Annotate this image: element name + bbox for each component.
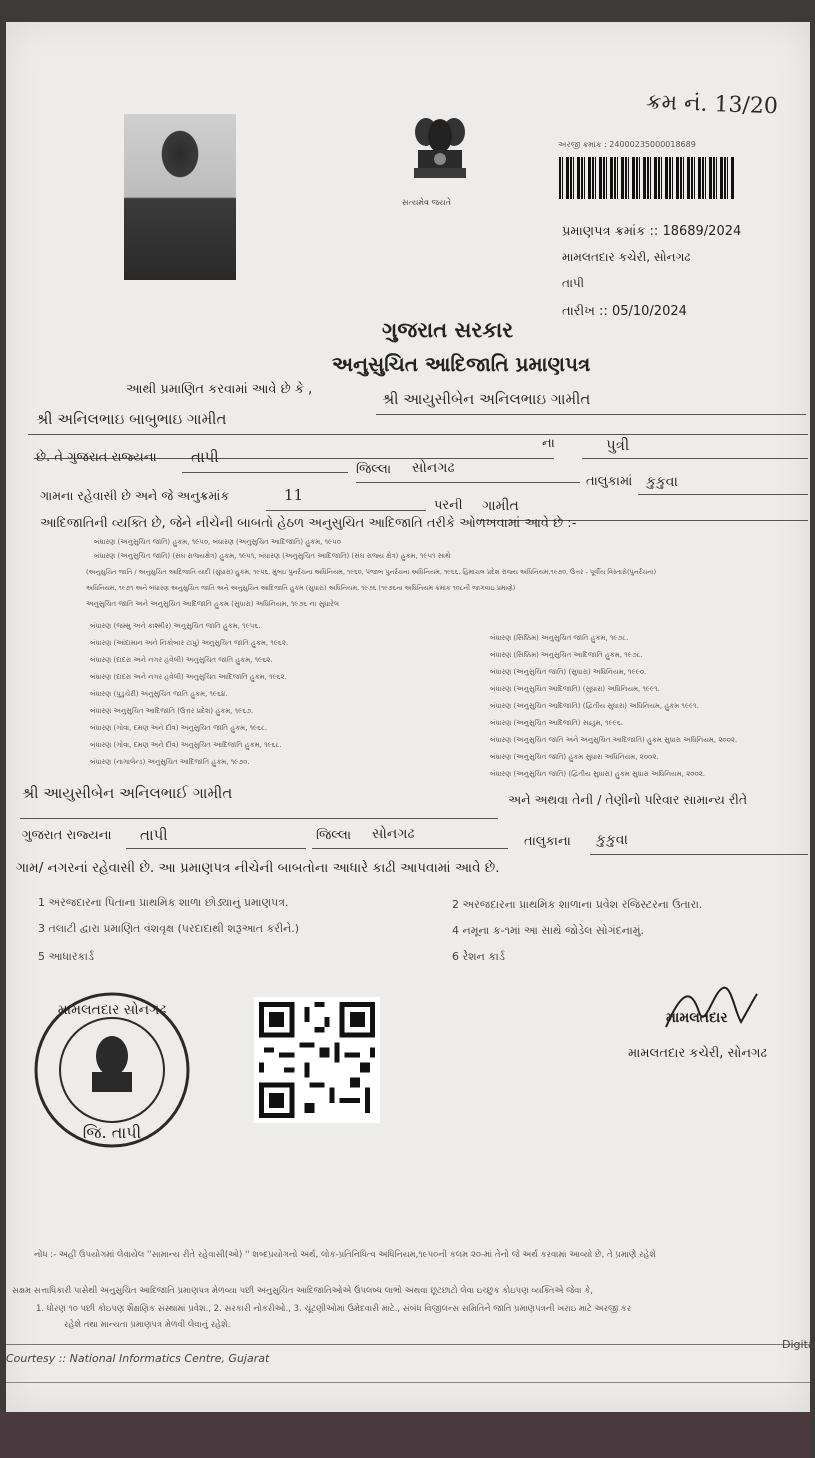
- application-number: અરજી ક્રમાંક : 24000235000018689: [558, 140, 696, 149]
- order-right-6: બંધારણ (અનુસુચિત આદિજાતિ) સહ્ડુમ, ૧૯૯૬.: [490, 719, 623, 727]
- issue-date: તારીખ :: 05/10/2024: [562, 304, 687, 319]
- residence-jilla-underline: [312, 848, 508, 849]
- order-intro-4: અધિનિયમ, ૧૯૭૧ અને બંધારણ અનુસુચિત જાતિ અને અનુસુચિત આદિજાતિ હુકમ (સુધારા) અધિનિયમ, ૧૯૭૬ (૧૯૭૬ના અધિનિયમ ક્રમાંક ૧૦૮ની જાગવાઇ પ્રમાણે): [86, 584, 516, 592]
- father-underline: [28, 434, 808, 435]
- order-intro-3: (અનુસુચિત જાતિ / અનુસુચિત આદિજાતિ યાદી (સુધારા) હુકમ, ૧૯૫૬, મુંબઇ પુનર્રચના અધિનિયમ, ૧૯૬૦, પંજાબ પુનર્રચના અધિનિયમ, ૧૯૬૬, હિમાચલ પ્રદેશ રાજ્ય અધિનિયમ,૧૯૭૦, ઉત્તર - પૂર્વીય વિસ્તારો(પુનર્રચના): [86, 568, 657, 576]
- issuing-office: મામલતદાર કચેરી, સોનગઢ: [562, 250, 691, 264]
- issue-text: ગામ/ નગરનાં રહેવાસી છે. આ પ્રમાણપત્ર નીચેની બાબતોના આધારે કાઢી આપવામાં આવે છે.: [16, 860, 500, 876]
- digital-text: Digita: [782, 1338, 815, 1351]
- jilla-value: સોનગઢ: [412, 460, 455, 476]
- taluka-underline: [638, 494, 808, 495]
- residence-district-underline: [126, 848, 306, 849]
- document-4: 4 નમૂના ક-૧માં આ સાથે જોડેલ સોગંદનામું.: [452, 924, 644, 937]
- footer-bottom-rule: [6, 1382, 810, 1383]
- national-emblem-icon: [404, 112, 476, 204]
- order-left-2: બંધારણ (આંદામાન અને નિકોબાર ટાપુ) અનુસુચિત જાતિ હુકમ, ૧૯૬૨.: [90, 639, 289, 647]
- handwritten-reference: ક્રમ નં. 13/20: [645, 89, 779, 120]
- residence-state-text: ગુજરાત રાજ્યના: [22, 828, 112, 843]
- relation-value: પુત્રી: [606, 436, 630, 454]
- order-left-8: બંધારણ (ગોવા, દમણ અને દીવ) અનુસુચિત આદિજાતિ હુકમ, ૧૯૬૮.: [90, 741, 282, 749]
- order-intro-1: બંધારણ (અનુસુચિત જાતિ) હુકમ, ૧૯૫૦, બંધારણ (અનુસુચિત આદિજાતિ) હુકમ, ૧૯૫૦: [94, 538, 341, 546]
- official-seal-icon: [32, 990, 192, 1150]
- par-label: પરની: [434, 498, 463, 513]
- serial-number: 11: [284, 486, 304, 504]
- order-right-5: બંધારણ (અનુસુચિત આદિજાતિ) (દ્વિતીય સુધારા) અધિનિયમ, હુકમ ૧૯૯૧.: [490, 702, 699, 710]
- applicant-name: શ્રી આયુસીબેન અનિલભાઇ ગામીત: [382, 390, 591, 408]
- order-left-9: બંધારણ (નાગાલેન્ડ) અનુસુચિત આદિજાતિ હુકમ, ૧૯૭૦.: [90, 758, 250, 766]
- tribe-value: ગામીત: [482, 498, 519, 514]
- order-left-4: બંધારણ (દાદરા અને નગર હવેલી) અનુસુચિત આદિજાતિ હુકમ, ૧૯૬૨.: [90, 673, 287, 681]
- note-line-1: નોંધ :- અહીં ઉપયોગમાં લેવાયેલ ''સામાન્ય રીતે રહેવાસી(ઓ) '' શબ્દપ્રયોગનો અર્થ, લોક-પ્રતિનિધિત્વ અધિનિયમ,૧૯૫૦ની કલમ ૨૦-માં તેનો જે અર્થ કરવામાં આવ્યો છે, તે પ્રમાણે રહેશે: [34, 1250, 657, 1260]
- order-left-3: બંધારણ (દાદરા અને નગર હવેલી) અનુસુચિત જાતિ હુકમ, ૧૯૬૨.: [90, 656, 273, 664]
- background-surface: [0, 1412, 810, 1458]
- emblem-motto: સત્યમેવ જયતે: [402, 198, 451, 207]
- order-left-6: બંધારણ અનુસુચિત આદિજાતિ (ઉત્તર પ્રદેશ) હુકમ, ૧૯૬૭.: [90, 707, 254, 715]
- document-6: 6 રેશન કાર્ડ: [452, 950, 505, 963]
- na-label: ના: [542, 436, 555, 451]
- taluka-label: તાલુકામાં: [586, 474, 633, 489]
- applicant-photo: [124, 114, 236, 280]
- applicant-underline: [376, 414, 806, 415]
- residence-taluka-underline: [590, 854, 808, 855]
- order-right-2: બંધારણ (સિક્કિમ) અનુસુચિત આદિજાતિ હુકમ, ૧૯૭૮.: [490, 651, 643, 659]
- government-title: ગુજરાત સરકાર: [382, 318, 514, 342]
- seal-top-text: મામલતદાર સોનગઢ: [57, 1002, 167, 1018]
- issuing-district: તાપી: [562, 276, 585, 290]
- order-right-4: બંધારણ (અનુસુચિત આદિજાતિ) (સુધારા) અધિનિયમ, ૧૯૯૧.: [490, 685, 660, 693]
- order-left-5: બંધારણ (પુડુચેરી) અનુસુચિત જાતિ હુકમ, ૧૯૬૪.: [90, 690, 228, 698]
- state-text: છે. તે ગુજરાત રાજ્યના: [36, 450, 157, 465]
- relation-line-right: [582, 458, 808, 459]
- residence-district: તાપી: [140, 826, 168, 844]
- note-line-4: રહેશે તથા માન્યતા પ્રમાણપત્ર મેળવી લેવાનું રહેશે.: [64, 1320, 231, 1330]
- tribe-statement: આદિજાતિની વ્યક્તિ છે, જેને નીચેની બાબતો હેઠળ અનુસુચિત આદિજાતિ તરીકે ઓળખવામાં આવે છે :-: [40, 516, 577, 531]
- residence-name: શ્રી આયુસીબેન અનિલભાઈ ગામીત: [22, 784, 233, 802]
- signatory-title: મામલતદાર: [666, 1010, 728, 1026]
- residence-taluka-value: કુકુવા: [596, 832, 628, 848]
- certify-text: આથી પ્રમાણિત કરવામાં આવે છે કે ,: [126, 382, 313, 397]
- seal-bottom-text: જિ. તાપી: [82, 1123, 142, 1142]
- order-intro-5: અનુસુચિત જાતિ અને અનુસુચિત આદિજાતિ હુકમ (સુધારા) અધિનિયમ, ૧૯૭૬ ના સુધારેલ: [86, 600, 340, 608]
- signature-image: [661, 982, 761, 1034]
- document-3: 3 તલાટી દ્વારા પ્રમાણિત વંશવૃક્ષ (પરદાદાથી શરૂઆત કરીને.): [38, 922, 300, 935]
- jilla-label: જિલ્લા: [356, 462, 392, 477]
- qr-code: [254, 997, 380, 1123]
- order-right-3: બંધારણ (અનુસુચિત જાતિ) (સુધારા) અધિનિયમ, ૧૯૯૦.: [490, 668, 647, 676]
- order-left-1: બંધારણ (જમ્મુ અને કાશ્મીર) અનુસુચિત જાતિ હુકમ, ૧૯૫૬.: [90, 622, 261, 630]
- state-district-value: તાપી: [191, 448, 219, 466]
- order-right-7: બંધારણ (અનુસુચિત જાતિ અને અનુસુચિત આદિજાતિ) હુકમ સુધારા અધિનિયમ, ૨૦૦૨.: [490, 736, 738, 744]
- document-2: 2 અરજદારના પ્રાથમિક શાળાના પ્રવેશ રજિસ્ટરના ઉતારા.: [452, 898, 703, 911]
- signatory-office: મામલતદાર કચેરી, સોનગઢ: [628, 1046, 767, 1061]
- taluka-value: કુકુવા: [646, 474, 678, 490]
- village-text: ગામના રહેવાસી છે અને જે અનુક્રમાંક: [40, 488, 230, 503]
- residence-jilla-label: જિલ્લા: [316, 828, 352, 843]
- order-right-8: બંધારણ (અનુસુચિત જાતિ) હુકમ સુધારા અધિનિયમ, ૨૦૦૨.: [490, 753, 659, 761]
- note-line-3: 1. ધોરણ ૧૦ પછી કોઇપણ શૈક્ષણિક સંસ્થામાં પ્રવેશ., 2. સરકારી નોકરીઓ., 3. ચૂંટણીઓમાં ઉમેદવારી માટે., સંબંધ વિજીલન્સ સમિતિને જાતિ પ્રમાણપત્રની ખરાઇ માટે અરજી કર: [36, 1304, 632, 1314]
- document-1: 1 અરજદારના પિતાના પ્રાથમિક શાળા છોડ્યાનું પ્રમાણપત્ર.: [38, 896, 289, 909]
- footer-rule: [6, 1344, 810, 1345]
- residence-jilla-value: સોનગઢ: [372, 826, 415, 842]
- family-text: અને અથવા તેની / તેણીનો પરિવાર સામાન્ય રીતે: [508, 792, 748, 807]
- residence-taluka-label: તાલુકાના: [524, 834, 571, 849]
- state-district-underline: [182, 472, 348, 473]
- jilla-underline: [356, 482, 580, 483]
- order-right-9: બંધારણ (અનુસુચિત જાતિ) (દ્વિતીય સુધારા) હુકમ સુધારા અધિનિયમ, ૨૦૦૨.: [490, 770, 706, 778]
- certificate-page: [6, 22, 815, 1412]
- note-line-2: સક્ષમ સત્તાધિકારી પાસેથી અનુસુચિત આદિજાતિ પ્રમાણપત્ર મેળવ્યા પછી અનુસુચિત આદિજાતિઓએ ઉપલબ્ધ લાભો અથવા છૂટછાટો લેવા ઇચ્છુક કોઇપણ વ્યક્તિએ જેવા કે,: [12, 1286, 593, 1296]
- barcode: [559, 157, 735, 199]
- order-left-7: બંધારણ (ગોવા, દમણ અને દીવ) અનુસુચિત જાતિ હુકમ, ૧૯૬૮.: [90, 724, 268, 732]
- father-name: શ્રી અનિલભાઇ બાબુભાઇ ગામીત: [36, 410, 227, 428]
- certificate-title: અનુસુચિત આદિજાતિ પ્રમાણપત્ર: [332, 352, 591, 376]
- certificate-number: પ્રમાણપત્ર ક્રમાંક :: 18689/2024: [562, 224, 742, 239]
- serial-underline: [266, 510, 426, 511]
- courtesy-text: Courtesy :: National Informatics Centre, Gujarat: [6, 1352, 270, 1365]
- order-intro-2: બંધારણ (અનુસુચિત જાતિ) (સંઘ રાજ્યક્ષેત્ર) હુકમ, ૧૯૫૧, બંધારણ (અનુસુચિત આદિજાતિ) (સંઘ રાજ્ય ક્ષેત્ર) હુકમ, ૧૯૫૧ સાથે: [94, 552, 451, 560]
- residence-name-underline: [20, 818, 498, 819]
- order-right-1: બંધારણ (સિક્કિમ) અનુસુચિત જાતિ હુકમ, ૧૯૭૮.: [490, 634, 629, 642]
- document-5: 5 આધારકાર્ડ: [38, 950, 94, 963]
